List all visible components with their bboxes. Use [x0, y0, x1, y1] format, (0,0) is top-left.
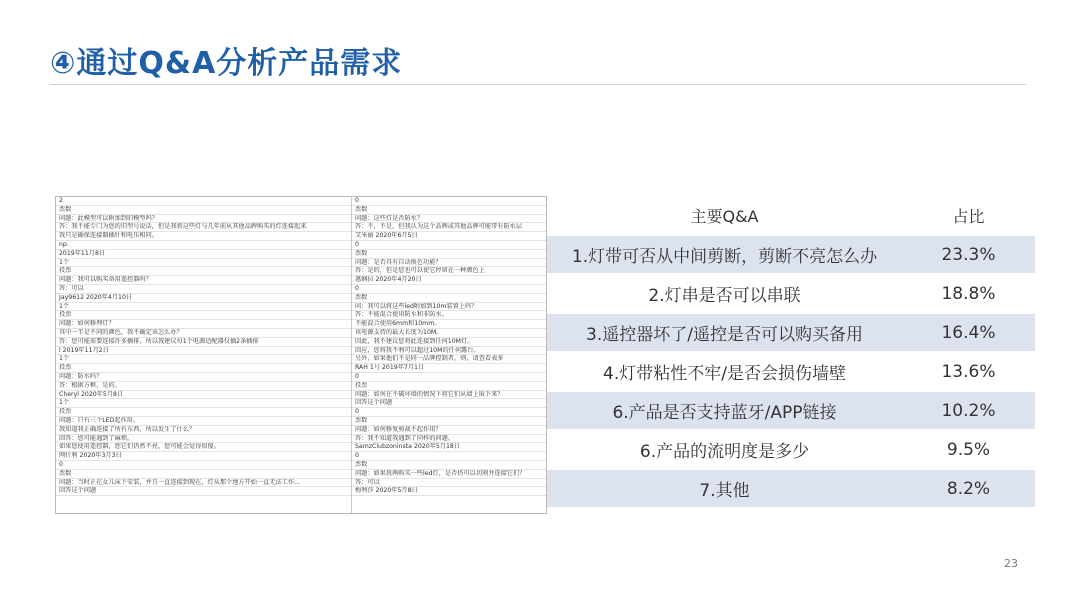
- sheet-cell-line: 投票: [56, 267, 351, 276]
- sheet-cell-line: Jay9612 2020年4月10日: [56, 294, 351, 303]
- sheet-cell-line: 票数: [56, 470, 351, 479]
- qa-table-header: [547, 196, 1035, 235]
- qa-header-question: 主要Q&A: [547, 196, 902, 235]
- sheet-cell-line: 2: [56, 197, 351, 206]
- sheet-cell-line: 问题：这些灯是否防水？: [352, 215, 546, 224]
- qa-question: 1.灯带可否从中间剪断，剪断不亮怎么办: [547, 235, 902, 274]
- sheet-cell-line: 问题：我可以购买备用遥控器吗？: [56, 276, 351, 285]
- sheet-cell-line: 答：不能混合使用防水和非防水。: [352, 311, 546, 320]
- sheet-cell-line: 答：根据方框，是的。: [56, 382, 351, 391]
- sheet-cell-line: 问题：是否具有自动换色功能？: [352, 259, 546, 268]
- sheet-cell-line: RAH 1号 2019年7月1日: [352, 364, 546, 373]
- sheet-cell-line: 投票: [56, 364, 351, 373]
- sheet-cell-line: 因此，我不建议您将此连接到任何10M灯。: [352, 338, 546, 347]
- sheet-cell-line: 回答：您可能遇到了麻烦。: [56, 435, 351, 444]
- qa-share-table: [547, 196, 1035, 509]
- sheet-cell-line: 问：我可以将这些led附加到10m装置上吗？: [352, 303, 546, 312]
- qa-share: 9.5%: [902, 430, 1035, 469]
- sheet-cell-line: 票数: [352, 206, 546, 215]
- sheet-cell-line: 票数: [352, 417, 546, 426]
- sheet-cell-line: 票数: [56, 206, 351, 215]
- sheet-cell-line: 答：我不知道我遇到了同样的问题。: [352, 435, 546, 444]
- qa-question: 7.其他: [547, 469, 902, 508]
- sheet-cell-line: 我知道我正确连接了所有东西，所以发生了什么？: [56, 426, 351, 435]
- sheet-cell-line: 答：是的，但是您也可以使它停留在一种颜色上: [352, 267, 546, 276]
- table-row: [547, 469, 1035, 508]
- sheet-cell-line: 投票: [56, 408, 351, 417]
- sheet-cell-line: 投票: [56, 311, 351, 320]
- sheet-cell-line: 不能混合使用6mm和10mm。: [352, 320, 546, 329]
- sheet-cell-line: 0: [56, 461, 351, 470]
- sheet-cell-line: 问题：如何在不破坏墙的情况下将它们从墙上取下来？: [352, 391, 546, 400]
- qa-question: 4.灯带粘性不牢/是否会损伤墙壁: [547, 352, 902, 391]
- sheet-cell-line: 2019年11月8日: [56, 250, 351, 259]
- sheet-cell-line: 票数: [352, 250, 546, 259]
- sheet-cell-line: 0: [352, 408, 546, 417]
- sheet-cell-line: 0: [352, 452, 546, 461]
- sheet-right-column: [352, 197, 546, 513]
- sheet-cell-line: 答：我不能专门为您的旧型号说话，但是我将这些灯与几年前从其他品牌购买的灯连接起来: [56, 223, 351, 232]
- sheet-left-column: [56, 197, 352, 513]
- sheet-cell-line: 答：可以: [352, 479, 546, 488]
- table-row: [547, 430, 1035, 469]
- sheet-cell-line: 如果您使用遥控器，您它们仍然不亮，您可能会觉得很傻。: [56, 443, 351, 452]
- sheet-cell-line: 其中一半是不同的颜色，我不确定该怎么办？: [56, 329, 351, 338]
- qa-question: 6.产品是否支持蓝牙/APP链接: [547, 391, 902, 430]
- sheet-cell-line: 票数: [352, 461, 546, 470]
- sheet-cell-line: 梅利莎 2020年5月8日: [352, 487, 546, 496]
- sheet-cell-line: 问题：防水吗？: [56, 373, 351, 382]
- table-row: [547, 235, 1035, 274]
- sheet-cell-line: 网什利 2020年3月3日: [56, 452, 351, 461]
- sheet-cell-line: 0: [352, 285, 546, 294]
- sheet-cell-line: 问题：只有三个LED起作用。: [56, 417, 351, 426]
- qa-share: 8.2%: [902, 469, 1035, 508]
- sheet-cell-line: 投票: [352, 382, 546, 391]
- qa-share: 13.6%: [902, 352, 1035, 391]
- sheet-cell-line: 答：您可能需要连接许多插排，所以我建议每1个电源适配器仅插2条插排: [56, 338, 351, 347]
- sheet-cell-line: Cheryl 2020年5月8日: [56, 391, 351, 400]
- sheet-cell-line: 回答这个问题: [56, 487, 351, 496]
- qa-share: 10.2%: [902, 391, 1035, 430]
- sheet-cell-line: 0: [352, 241, 546, 250]
- sheet-cell-line: 答：不，不是，但我认为这个品牌或其他品牌可能带有防水层: [352, 223, 546, 232]
- qa-question: 2.灯串是否可以串联: [547, 274, 902, 313]
- title-divider: [50, 84, 1026, 85]
- sheet-cell-line: l 2019年11月2日: [56, 347, 351, 356]
- sheet-cell-line: SamzClubzoninsta 2020年5月18日: [352, 443, 546, 452]
- sheet-cell-line: 回答这个问题: [352, 399, 546, 408]
- sheet-cell-line: 问题：如何修理灯？: [56, 320, 351, 329]
- sheet-cell-line: 1个: [56, 399, 351, 408]
- sheet-cell-line: 问题：此模型可以附加到旧模型吗？: [56, 215, 351, 224]
- sheet-cell-line: 惠娴拉 2020年4月20日: [352, 276, 546, 285]
- sheet-cell-line: 问题：如何修复剪裁不起作用？: [352, 426, 546, 435]
- sheet-cell-line: 艾米丽 2020年6月5日: [352, 232, 546, 241]
- table-row: [547, 391, 1035, 430]
- sheet-cell-line: 问题：当时正在女儿床下安装，并且一直连接到现在，灯从那个地方开始一直无法工作...: [56, 479, 351, 488]
- qa-question: 6.产品的流明度是多少: [547, 430, 902, 469]
- qa-header-share: 占比: [902, 196, 1035, 235]
- qa-share: 23.3%: [902, 235, 1035, 274]
- sheet-cell-line: 0: [352, 373, 546, 382]
- page-title: ④通过Q&A分析产品需求: [50, 46, 403, 81]
- qa-spreadsheet-screenshot: [55, 196, 547, 514]
- qa-share: 16.4%: [902, 313, 1035, 352]
- sheet-cell-line: 票数: [352, 294, 546, 303]
- sheet-cell-line: 1个: [56, 303, 351, 312]
- sheet-cell-line: 另外，如果他们不是同一品牌控制者，则，请查看表多: [352, 355, 546, 364]
- sheet-cell-line: np.: [56, 241, 351, 250]
- qa-question: 3.遥控器坏了/遥控是否可以购买备用: [547, 313, 902, 352]
- sheet-cell-line: 0: [352, 197, 546, 206]
- qa-share: 18.8%: [902, 274, 1035, 313]
- sheet-cell-line: 1个: [56, 355, 351, 364]
- table-row: [547, 274, 1035, 313]
- sheet-cell-line: 我只是确保连接器插针和电压相同。: [56, 232, 351, 241]
- sheet-cell-line: 回应，您将我不利可以超过10M的任何露台。: [352, 347, 546, 356]
- table-row: [547, 352, 1035, 391]
- table-row: [547, 313, 1035, 352]
- page-number: 23: [1004, 557, 1018, 570]
- sheet-cell-line: 答：可以: [56, 285, 351, 294]
- sheet-cell-line: 1个: [56, 259, 351, 268]
- sheet-cell-line: 问题：如果我两购买一些led灯，是否仍可以切割并连接它们？: [352, 470, 546, 479]
- sheet-cell-line: 该电源支持的最大长度为10M。: [352, 329, 546, 338]
